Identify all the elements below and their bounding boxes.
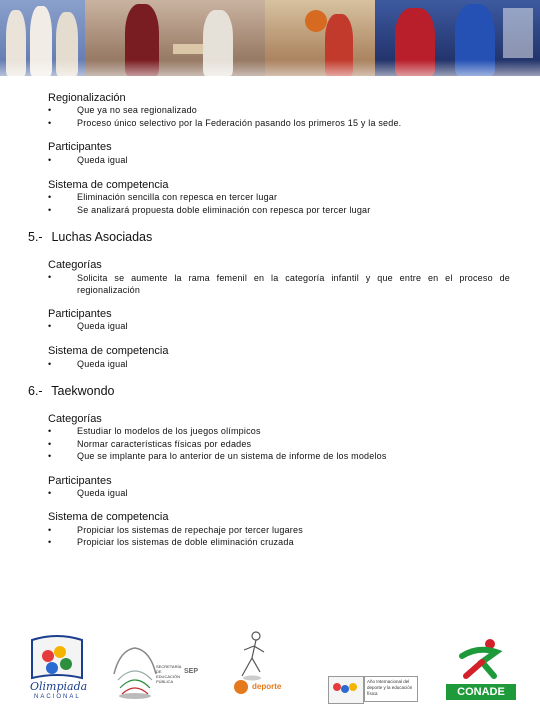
anio-internacional-text: Año Internacional del deporte y la educación física xyxy=(364,676,418,702)
conade-logo xyxy=(444,636,518,702)
orange-ball-icon xyxy=(234,680,248,694)
bullet-icon: • xyxy=(48,118,52,128)
deporte-logo xyxy=(232,628,296,704)
bullet-icon: • xyxy=(48,155,52,165)
heading-categorias: Categorías xyxy=(48,413,102,425)
heading-sistema-competencia: Sistema de competencia xyxy=(48,345,169,357)
sep-label: SECRETARÍA DE EDUCACIÓN PÚBLICA xyxy=(156,664,182,684)
bullet-icon: • xyxy=(48,451,52,461)
header-banner-photos xyxy=(0,0,540,76)
heading-regionalizacion: Regionalización xyxy=(48,92,126,104)
heading-sistema-competencia: Sistema de competencia xyxy=(48,511,169,523)
logo-nacional-text: NACIONAL xyxy=(34,694,81,700)
heading-sistema-competencia: Sistema de competencia xyxy=(48,179,169,191)
bullet-icon: • xyxy=(48,359,52,369)
bullet-icon: • xyxy=(48,192,52,202)
section-5-title: 5.- Luchas Asociadas xyxy=(28,230,153,244)
anio-internacional-logo xyxy=(328,676,418,704)
bullet-icon: • xyxy=(48,321,52,331)
bullet-icon: • xyxy=(48,272,52,282)
sep-abbrev: SEP xyxy=(184,668,199,675)
olimpiada-nacional-logo xyxy=(26,632,88,702)
heading-categorias: Categorías xyxy=(48,259,102,271)
conade-label: CONADE xyxy=(446,684,516,700)
heading-participantes: Participantes xyxy=(48,475,112,487)
logo-olimpiada-text: Olimpiada xyxy=(30,680,88,693)
heading-participantes: Participantes xyxy=(48,141,112,153)
bullet-icon: • xyxy=(48,426,52,436)
section-6-title: 6.- Taekwondo xyxy=(28,384,115,398)
sep-logo xyxy=(110,644,199,706)
bullet-icon: • xyxy=(48,525,52,535)
bullet-icon: • xyxy=(48,488,52,498)
bullet-icon: • xyxy=(48,205,52,215)
heading-participantes: Participantes xyxy=(48,308,112,320)
bullet-icon: • xyxy=(48,537,52,547)
bullet-icon: • xyxy=(48,439,52,449)
bullet-icon: • xyxy=(48,105,52,115)
deporte-label: deporte xyxy=(252,682,282,691)
